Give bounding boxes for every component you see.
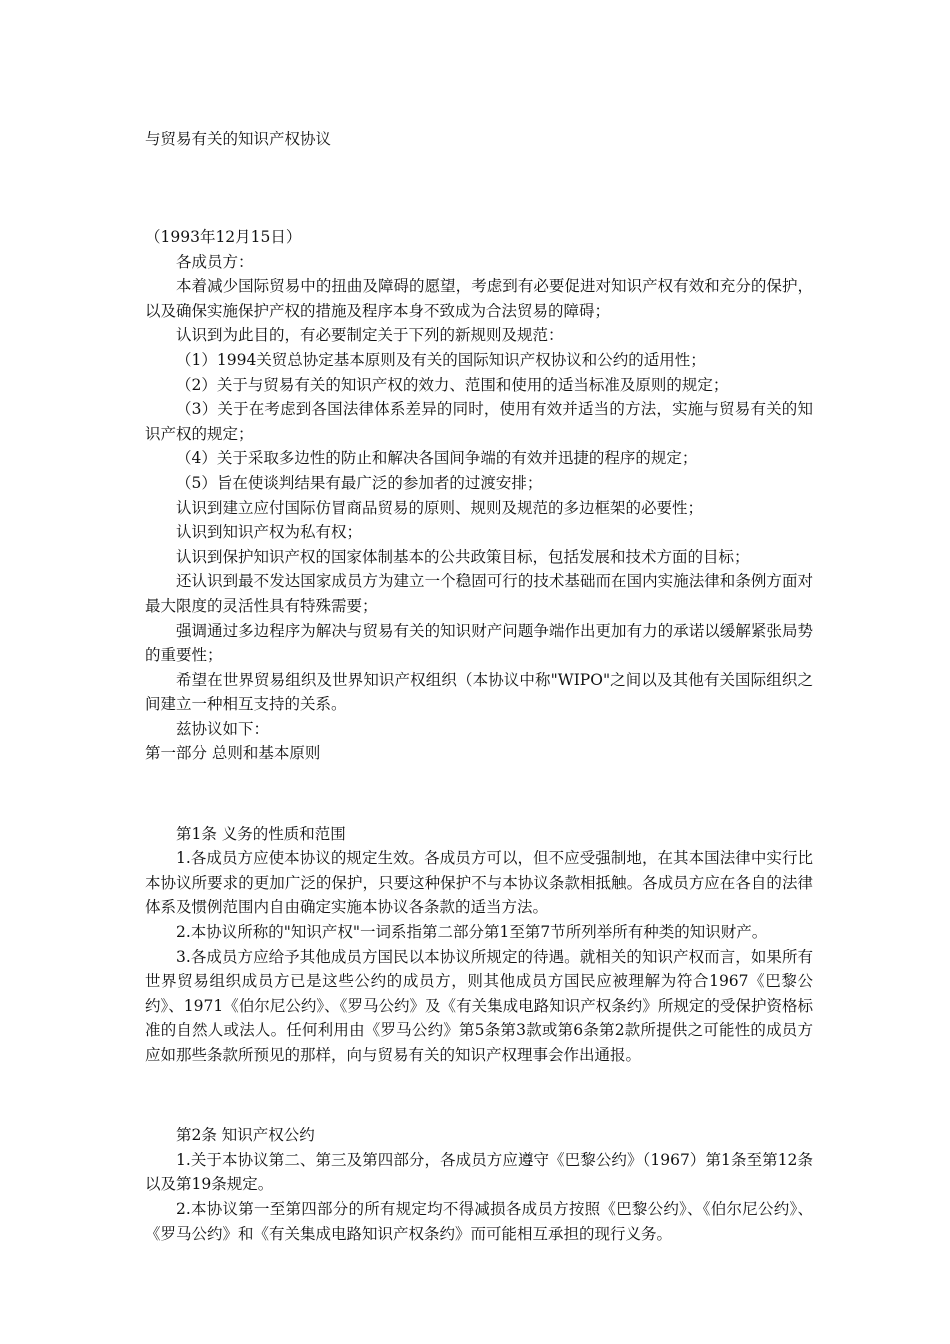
paragraph: 认识到保护知识产权的国家体制基本的公共政策目标，包括发展和技术方面的目标； xyxy=(176,547,750,566)
paragraph: 各成员方： xyxy=(176,252,254,271)
paragraph: （2）关于与贸易有关的知识产权的效力、范围和使用的适当标准及原则的规定； xyxy=(176,375,729,394)
paragraph: （5）旨在使谈判结果有最广泛的参加者的过渡安排； xyxy=(176,473,543,492)
paragraph: 兹协议如下： xyxy=(176,719,270,738)
blank-line xyxy=(145,782,813,807)
paragraph: 2.本协议所称的"知识产权"一词系指第二部分第1至第7节所列举所有种类的知识财产。 xyxy=(176,923,768,942)
paragraph: 本着减少国际贸易中的扭曲及障碍的愿望，考虑到有必要促进对知识产权有效和充分的保护，以及确保实施保护产权的措施及程序本身不致成为合法贸易的障碍； xyxy=(145,277,813,320)
paragraph: 3.各成员方应给予其他成员方国民以本协议所规定的待遇。就相关的知识产权而言，如果所有世界贸易组织成员方已是这些公约的成员方，则其他成员方国民应被理解为符合1967《巴黎公约》、1971《伯尔尼公约》、《罗马公约》及《有关集成电路知识产权条约》所规定的受保护资格标准的自然人或法人。任何利用由《罗马公约》第5条第3款或第6条第2款所提供之可能性的成员方应如那些条款所预见的那样，向与贸易有关的知识产权理事会作出通报。 xyxy=(145,947,813,1064)
paragraph: 第一部分 总则和基本原则 xyxy=(145,744,321,763)
paragraph: （1993年12月15日） xyxy=(145,228,302,246)
document-title: 与贸易有关的知识产权协议 xyxy=(145,130,332,148)
paragraph: 认识到为此目的，有必要制定关于下列的新规则及规范： xyxy=(176,326,564,345)
paragraph: 2.本协议第一至第四部分的所有规定均不得减损各成员方按照《巴黎公约》、《伯尔尼公约》、《罗马公约》和《有关集成电路知识产权条约》而可能相互承担的现行义务。 xyxy=(145,1199,813,1243)
blank-line xyxy=(145,1083,813,1108)
paragraph: （3）关于在考虑到各国法律体系差异的同时，使用有效并适当的方法，实施与贸易有关的知识产权的规定； xyxy=(145,400,813,443)
paragraph: 希望在世界贸易组织及世界知识产权组织（本协议中称"WIPO"之间以及其他有关国际组织之间建立一种相互支持的关系。 xyxy=(145,670,813,714)
paragraph: 认识到建立应付国际仿冒商品贸易的原则、规则及规范的多边框架的必要性； xyxy=(176,498,704,517)
paragraph: 第2条 知识产权公约 xyxy=(176,1126,315,1145)
paragraph: 还认识到最不发达国家成员方为建立一个稳固可行的技术基础而在国内实施法律和条例方面对最大限度的灵活性具有特殊需要； xyxy=(145,572,813,615)
paragraph: （4）关于采取多边性的防止和解决各国间争端的有效并迅捷的程序的规定； xyxy=(176,449,698,468)
paragraph: 强调通过多边程序为解决与贸易有关的知识财产问题争端作出更加有力的承诺以缓解紧张局势的重要性； xyxy=(145,621,813,665)
paragraph: 1.各成员方应使本协议的规定生效。各成员方可以，但不应受强制地，在其本国法律中实行比本协议所要求的更加广泛的保护，只要这种保护不与本协议条款相抵触。各成员方应在各自的法律体系及惯例范围内自由确定实施本协议各条款的适当方法。 xyxy=(145,849,813,917)
paragraph: 认识到知识产权为私有权； xyxy=(176,523,363,542)
paragraph: 1.关于本协议第二、第三及第四部分，各成员方应遵守《巴黎公约》（1967）第1条至第12条以及第19条规定。 xyxy=(145,1150,813,1194)
paragraph: （1）1994关贸总协定基本原则及有关的国际知识产权协议和公约的适用性； xyxy=(176,350,706,369)
paragraph: 第1条 义务的性质和范围 xyxy=(176,824,346,843)
document-body xyxy=(145,225,813,1246)
